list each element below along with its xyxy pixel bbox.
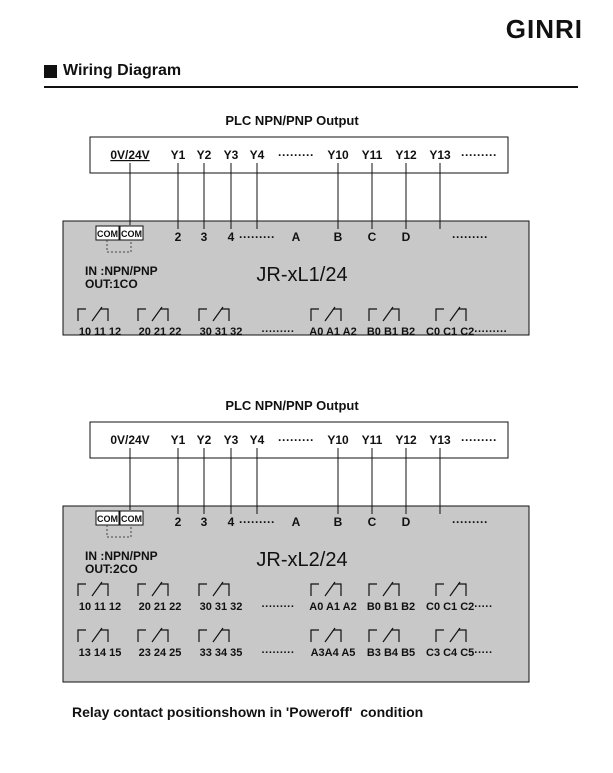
plc-label-0-7: Y11: [361, 148, 383, 162]
contact-label-0-0-1: 20 21 22: [138, 326, 182, 338]
plc-label-0-9: Y13: [429, 148, 451, 162]
contact-label-1-1-1: 23 24 25: [138, 647, 182, 659]
contact-label-1-0-6: C0 C1 C2·····: [426, 601, 493, 613]
output-type-1: OUT:2CO: [85, 562, 138, 576]
module-input-0-1: 2: [174, 230, 182, 244]
plc-title-1: PLC NPN/PNP Output: [225, 398, 359, 413]
contact-label-1-1-2: 33 34 35: [199, 647, 243, 659]
contact-label-1-0-2: 30 31 32: [199, 601, 243, 613]
contact-label-1-0-3: ·········: [261, 601, 295, 613]
contact-label-1-1-0: 13 14 15: [78, 647, 122, 659]
com-label-1-0: COM: [97, 514, 118, 524]
module-input-1-3: 4: [227, 515, 235, 529]
footnote: Relay contact positionshown in 'Poweroff' condition: [72, 704, 424, 720]
plc-label-1-8: Y12: [395, 433, 417, 447]
module-input-0-2: 3: [200, 230, 208, 244]
brand-logo: GINRI: [505, 14, 583, 44]
module-input-1-1: 2: [174, 515, 182, 529]
plc-title-0: PLC NPN/PNP Output: [225, 113, 359, 128]
module-input-0-3: 4: [227, 230, 235, 244]
plc-label-1-0: 0V/24V: [110, 433, 150, 447]
contact-label-1-1-3: ·········: [261, 647, 295, 659]
module-input-1-9: ·········: [452, 515, 488, 529]
contact-label-1-1-6: C3 C4 C5·····: [426, 647, 493, 659]
contact-label-1-0-5: B0 B1 B2: [366, 601, 416, 613]
module-input-0-6: B: [333, 230, 343, 244]
contact-label-1-0-1: 20 21 22: [138, 601, 182, 613]
module-input-0-8: D: [401, 230, 411, 244]
contact-label-0-0-5: B0 B1 B2: [366, 326, 416, 338]
plc-label-0-2: Y2: [196, 148, 212, 162]
plc-label-0-10: ·········: [461, 148, 497, 162]
model-name-1: JR-xL2/24: [256, 549, 348, 571]
input-type-0: IN :NPN/PNP: [85, 264, 158, 278]
module-input-1-5: A: [291, 515, 301, 529]
plc-label-1-4: Y4: [249, 433, 265, 447]
contact-label-1-1-5: B3 B4 B5: [366, 647, 416, 659]
section-title-text: Wiring Diagram: [63, 62, 182, 79]
com-label-1-1: COM: [121, 514, 142, 524]
plc-label-1-2: Y2: [196, 433, 212, 447]
plc-label-0-3: Y3: [223, 148, 239, 162]
plc-label-1-9: Y13: [429, 433, 451, 447]
module-input-1-8: D: [401, 515, 411, 529]
contact-label-0-0-0: 10 11 12: [78, 326, 122, 338]
contact-label-1-0-0: 10 11 12: [78, 601, 122, 613]
module-input-1-2: 3: [200, 515, 208, 529]
output-type-0: OUT:1CO: [85, 277, 138, 291]
contact-label-0-0-4: A0 A1 A2: [309, 326, 357, 338]
plc-label-1-1: Y1: [170, 433, 186, 447]
contact-label-0-0-3: ·········: [261, 326, 295, 338]
plc-label-1-7: Y11: [361, 433, 383, 447]
com-label-0-0: COM: [97, 229, 118, 239]
com-label-0-1: COM: [121, 229, 142, 239]
module-input-0-7: C: [367, 230, 377, 244]
model-name-0: JR-xL1/24: [256, 264, 348, 286]
plc-label-0-5: ·········: [278, 148, 314, 162]
module-input-0-4: ·········: [239, 230, 275, 244]
plc-label-1-5: ·········: [278, 433, 314, 447]
module-input-0-5: A: [291, 230, 301, 244]
contact-label-0-0-2: 30 31 32: [199, 326, 243, 338]
plc-label-1-6: Y10: [327, 433, 349, 447]
plc-label-1-3: Y3: [223, 433, 239, 447]
module-input-1-4: ·········: [239, 515, 275, 529]
contact-label-1-0-4: A0 A1 A2: [309, 601, 357, 613]
module-input-0-9: ·········: [452, 230, 488, 244]
plc-label-0-4: Y4: [249, 148, 265, 162]
input-type-1: IN :NPN/PNP: [85, 549, 158, 563]
plc-label-1-10: ·········: [461, 433, 497, 447]
plc-label-0-8: Y12: [395, 148, 417, 162]
module-input-1-7: C: [367, 515, 377, 529]
contact-label-0-0-6: C0 C1 C2·········: [426, 326, 508, 338]
contact-label-1-1-4: A3A4 A5: [310, 647, 356, 659]
plc-label-0-1: Y1: [170, 148, 186, 162]
module-input-1-6: B: [333, 515, 343, 529]
plc-label-0-0: 0V/24V: [110, 148, 150, 162]
plc-label-0-6: Y10: [327, 148, 349, 162]
